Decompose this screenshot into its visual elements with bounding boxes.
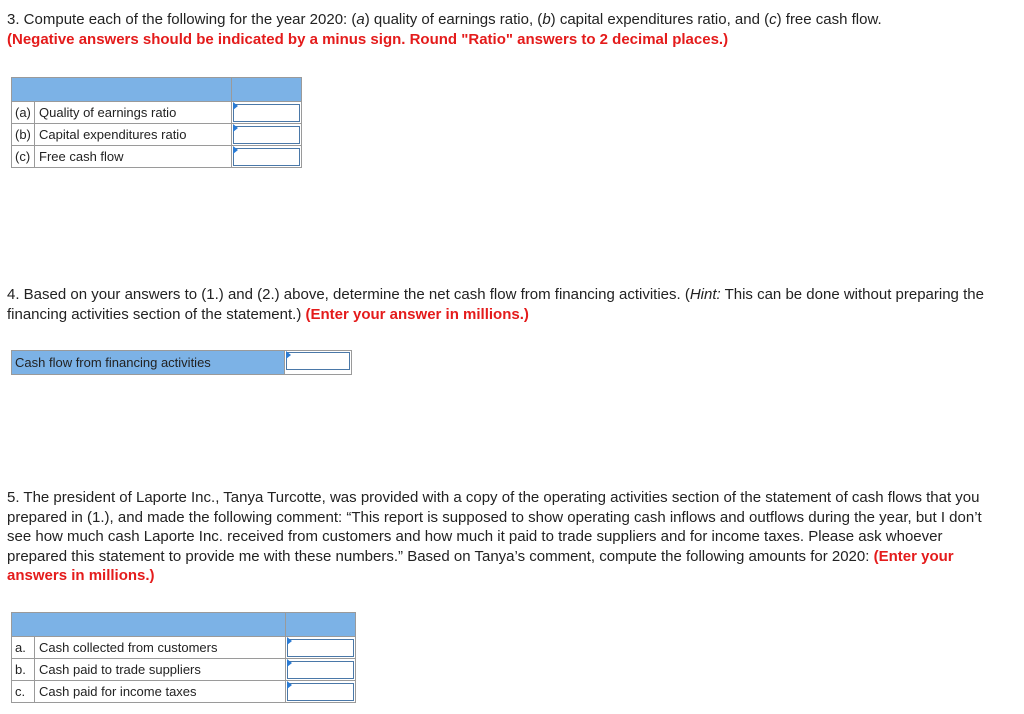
row-label: Quality of earnings ratio — [35, 102, 232, 124]
row-letter: (b) — [12, 124, 35, 146]
answer-cell — [286, 637, 356, 659]
question-3-text — [7, 10, 992, 49]
q4-instruction: (Enter your answer in millions.) — [305, 305, 529, 323]
required-marker-icon — [233, 124, 238, 132]
answer-cell — [286, 681, 356, 703]
cash-collected-input[interactable] — [287, 639, 354, 657]
capital-expenditures-input[interactable] — [233, 126, 300, 144]
question-5-text — [7, 488, 992, 586]
question-4-text — [7, 285, 992, 324]
required-marker-icon — [233, 102, 238, 110]
row-label: Cash collected from customers — [35, 637, 286, 659]
q3-text-part: a — [356, 11, 365, 28]
row-letter: (c) — [12, 146, 35, 168]
q5-text-part: 5. The president of Laporte Inc., Tanya Turcotte, was provided with a copy of the operating activities section of the statement of cash flows that you prepared in (1.), and made the following comment: “This report is supposed to show operating cash inflows and outflows during the year, but I don’t see how much cash Laporte Inc. received from customers and how much it paid to trade suppliers and for income taxes. Please ask whoever prepared this statement to provide me with these numbers.” Based on Tanya’s comment, compute the following amounts for 2020: — [7, 489, 982, 565]
q3-instruction: (Negative answers should be indicated by a minus sign. Round "Ratio" answers to 2 decimal places.) — [7, 30, 729, 48]
hint-label: Hint: — [689, 286, 721, 303]
row-label: Cash paid to trade suppliers — [35, 659, 286, 681]
table-row — [12, 637, 356, 659]
table-row — [12, 124, 302, 146]
header-cell — [12, 78, 232, 102]
required-marker-icon — [287, 637, 292, 645]
table-header-row — [12, 78, 302, 102]
table-header-row — [12, 613, 356, 637]
q3-text-part: ) quality of earnings ratio, ( — [364, 11, 543, 28]
answer-cell — [285, 351, 351, 374]
q3-text-part: ) free cash flow. — [776, 11, 882, 28]
table-row — [12, 659, 356, 681]
row-label: Cash flow from financing activities — [12, 351, 285, 374]
free-cash-flow-input[interactable] — [233, 148, 300, 166]
financing-cash-flow-input[interactable] — [286, 352, 350, 370]
required-marker-icon — [233, 146, 238, 154]
q4-text-part: 4. Based on your answers to (1.) and (2.) above, determine the net cash flow from financing activities. ( — [7, 286, 690, 303]
table-row — [12, 102, 302, 124]
header-cell — [12, 613, 286, 637]
q3-text-part: b — [542, 11, 551, 28]
q5-answer-table — [11, 612, 356, 703]
row-letter: b. — [12, 659, 35, 681]
row-letter: (a) — [12, 102, 35, 124]
q3-answer-table — [11, 77, 302, 168]
row-label: Free cash flow — [35, 146, 232, 168]
table-row — [12, 146, 302, 168]
row-label: Capital expenditures ratio — [35, 124, 232, 146]
cash-paid-suppliers-input[interactable] — [287, 661, 354, 679]
row-letter: c. — [12, 681, 35, 703]
answer-cell — [232, 102, 302, 124]
cash-paid-taxes-input[interactable] — [287, 683, 354, 701]
q4-text-part: This can be done without preparing the financing activities section of the statement.) — [7, 286, 984, 323]
answer-cell — [232, 124, 302, 146]
table-row — [12, 681, 356, 703]
row-label: Cash paid for income taxes — [35, 681, 286, 703]
required-marker-icon — [287, 659, 292, 667]
answer-cell — [286, 659, 356, 681]
header-cell — [286, 613, 356, 637]
q3-text-part: c — [769, 11, 777, 28]
answer-cell — [232, 146, 302, 168]
q3-text-part: 3. Compute each of the following for the year 2020: ( — [7, 11, 357, 28]
q3-text-part: ) capital expenditures ratio, and ( — [550, 11, 770, 28]
row-letter: a. — [12, 637, 35, 659]
financing-activities-row — [11, 350, 352, 375]
q5-instruction: (Enter your answers in millions.) — [7, 547, 954, 584]
quality-of-earnings-input[interactable] — [233, 104, 300, 122]
required-marker-icon — [287, 681, 292, 689]
required-marker-icon — [286, 351, 291, 359]
header-cell — [232, 78, 302, 102]
